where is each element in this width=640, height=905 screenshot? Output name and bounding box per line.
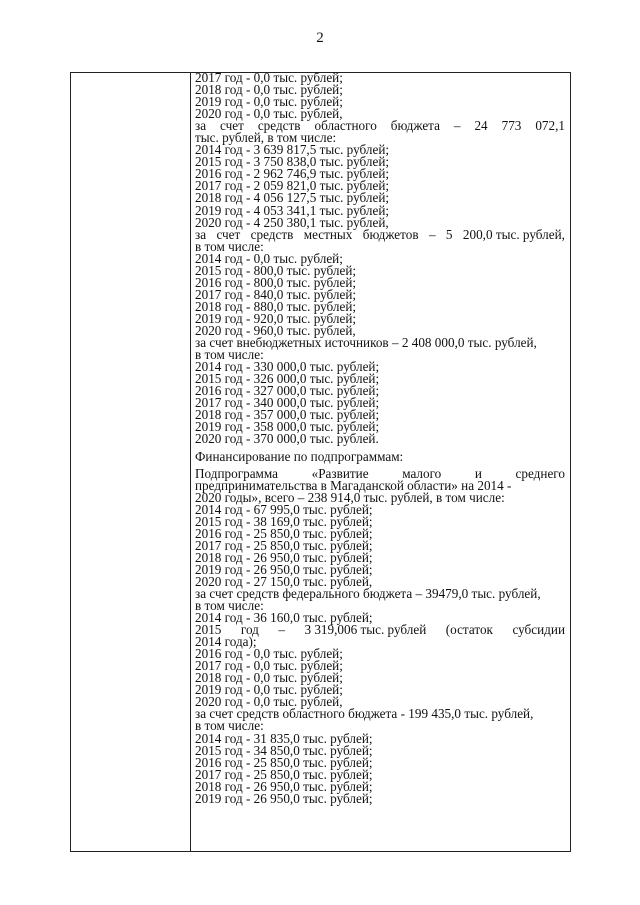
text-line: 2018 год - 26 950,0 тыс. рублей; [195,778,373,794]
text-line: тыс. рублей, в том числе: [195,130,337,146]
word: и [474,465,482,481]
word: среднего [515,465,565,481]
word: – [428,226,436,242]
text-line: 2017 год - 840,0 тыс. рублей; [195,286,357,302]
text-line: 2016 год - 800,0 тыс. рублей; [195,274,357,290]
text-line: 2020 год - 960,0 тыс. рублей, [195,322,356,338]
word: 5 [445,226,453,242]
text-line: 2016 год - 2 962 746,9 тыс. рублей; [195,166,390,182]
text-line: 2016 год - 25 850,0 тыс. рублей; [195,525,373,541]
word: 200,0 тыс. рублей, [462,226,565,242]
text-line: 2019 год - 0,0 тыс. рублей; [195,94,343,110]
text-line: 2014 год - 67 995,0 тыс. рублей; [195,501,373,517]
text-line: 2018 год - 357 000,0 тыс. рублей; [195,407,380,423]
text-line: 2016 год - 327 000,0 тыс. рублей; [195,383,380,399]
text-line: в том числе: [195,598,264,614]
word: местных [303,226,353,242]
text-line: 2014 год - 0,0 тыс. рублей; [195,250,343,266]
text-line: 2017 год - 2 059 821,0 тыс. рублей; [195,178,390,194]
text-line: 2014 год - 36 160,0 тыс. рублей; [195,610,373,626]
word: 072,1 [535,118,565,134]
sub-regional-header: за счет средств областного бюджета - 199 435,0 тыс. рублей, [195,706,534,722]
text-line: 2014 год - 330 000,0 тыс. рублей; [195,359,380,375]
word: за [195,118,207,134]
text-line: 2015 год - 38 169,0 тыс. рублей; [195,513,373,529]
text-line: 2020 год - 4 250 380,1 тыс. рублей, [195,214,389,230]
text-line: 2016 год - 25 850,0 тыс. рублей; [195,754,373,770]
word: средств [257,118,301,134]
sub-federal-header: за счет средств федерального бюджета – 39479,0 тыс. рублей, [195,585,541,601]
page-number: 2 [316,30,324,46]
table-right-cell [195,72,565,805]
text-line: 2018 год - 4 056 127,5 тыс. рублей; [195,190,390,206]
word: средств [250,226,294,242]
text-line: 2020 год - 0,0 тыс. рублей, [195,106,343,122]
word: областного [314,118,377,134]
text-line: 2019 год - 920,0 тыс. рублей; [195,310,357,326]
text-line: 2020 год - 370 000,0 тыс. рублей. [195,431,379,447]
text-line: 2019 год - 26 950,0 тыс. рублей; [195,790,373,806]
text-line: в том числе: [195,347,264,363]
word: 24 [474,118,488,134]
text-line: 2019 год - 4 053 341,1 тыс. рублей; [195,202,390,218]
text-line: 2017 год - 25 850,0 тыс. рублей; [195,537,373,553]
text-line: 2015 год - 800,0 тыс. рублей; [195,262,357,278]
word: – [278,622,285,638]
text-line: 2018 год - 0,0 тыс. рублей; [195,82,343,98]
word: счет [216,226,241,242]
word: за [195,226,207,242]
text-line: 2020 год - 27 150,0 тыс. рублей, [195,573,373,589]
text-line: 2018 год - 26 950,0 тыс. рублей; [195,549,373,565]
text-line: предпринимательства в Магаданской области» на 2014 - [195,477,512,493]
text-line: 2018 год - 880,0 тыс. рублей; [195,298,357,314]
word: 2015 [195,622,222,638]
text-line: 2017 год - 0,0 тыс. рублей; [195,658,343,674]
word: Подпрограмма [195,465,279,481]
word: – [453,118,461,134]
subprograms-title: Финансирование по подпрограммам: [195,449,404,465]
document-table [70,72,571,852]
word: «Развитие [311,465,369,481]
word: год [240,622,259,638]
text-line: 2019 год - 26 950,0 тыс. рублей; [195,561,373,577]
text-line: в том числе: [195,718,264,734]
text-line: 2020 год - 0,0 тыс. рублей, [195,694,343,710]
table-left-cell [71,73,191,851]
word: бюджета [390,118,440,134]
text-line: 2017 год - 25 850,0 тыс. рублей; [195,766,373,782]
text-line: 2014 год - 31 835,0 тыс. рублей; [195,730,373,746]
text-line: 2017 год - 340 000,0 тыс. рублей; [195,395,380,411]
text-line: 2019 год - 0,0 тыс. рублей; [195,682,343,698]
word: 773 [501,118,522,134]
text-line: 2016 год - 0,0 тыс. рублей; [195,646,343,662]
extra-budget-header: за счет внебюджетных источников – 2 408 000,0 тыс. рублей, [195,335,537,351]
word: счет [220,118,244,134]
text-line: 2018 год - 0,0 тыс. рублей; [195,670,343,686]
text-line: 2015 год - 326 000,0 тыс. рублей; [195,371,380,387]
text-line: 2015 год - 34 850,0 тыс. рублей; [195,742,373,758]
text-line: 2020 годы», всего – 238 914,0 тыс. рублей, в том числе: [195,489,505,505]
word: малого [402,465,442,481]
text-line: в том числе: [195,238,264,254]
text-line: 2019 год - 358 000,0 тыс. рублей; [195,419,380,435]
word: бюджетов [362,226,419,242]
text-line: 2015 год - 3 750 838,0 тыс. рублей; [195,154,390,170]
word: 3 319,006 тыс. рублей [304,622,427,638]
word: субсидии [512,622,565,638]
text-line: 2014 года); [195,634,257,650]
text-line: 2014 год - 3 639 817,5 тыс. рублей; [195,142,390,158]
word: (остаток [445,622,493,638]
text-line: 2017 год - 0,0 тыс. рублей; [195,70,343,85]
